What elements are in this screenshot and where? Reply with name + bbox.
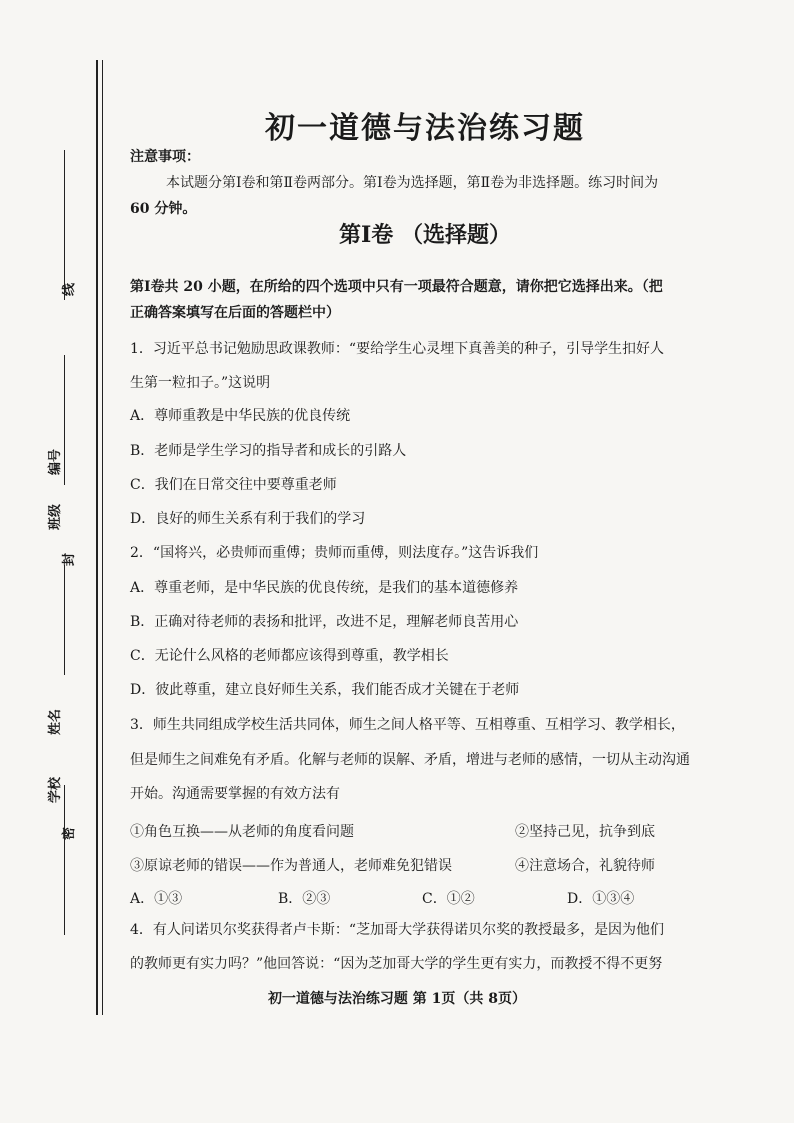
school-label: 学校 xyxy=(48,776,63,803)
q4-stem-2: 的教师更有实力吗？”他回答说：“因为芝加哥大学的学生更有实力，而教授不得不更努 xyxy=(130,956,663,972)
q3-stem-2: 但是师生之间难免有矛盾。化解与老师的误解、矛盾，增进与老师的感情，一切从主动沟通 xyxy=(130,752,690,768)
notice-text-2: 60 分钟。 xyxy=(130,201,197,217)
binding-line-outer xyxy=(96,60,98,1015)
q2-option-d: D．彼此尊重，建立良好师生关系，我们能否成才关键在于老师 xyxy=(130,682,520,698)
q3-statement-2: ②坚持己见，抗争到底 xyxy=(515,824,655,840)
q1-stem-1: 1．习近平总书记勉励思政课教师：“要给学生心灵埋下真善美的种子，引导学生扣好人 xyxy=(130,341,665,357)
q3-statement-3: ③原谅老师的错误——作为普通人，老师难免犯错误 xyxy=(130,858,452,874)
section-intro-1: 第Ⅰ卷共 20 小题，在所给的四个选项中只有一项最符合题意，请你把它选择出来。（把 xyxy=(130,279,663,295)
q4-stem-1: 4．有人问诺贝尔奖获得者卢卡斯：“芝加哥大学获得诺贝尔奖的教授最多，是因为他们 xyxy=(130,922,665,938)
name-label: 姓名 xyxy=(48,708,63,735)
q3-stem-3: 开始。沟通需要掌握的有效方法有 xyxy=(130,786,340,802)
q3-option-c: C．①② xyxy=(422,891,475,907)
class-underline xyxy=(64,355,65,485)
q3-option-a: A．①③ xyxy=(130,891,183,907)
q1-option-d: D．良好的师生关系有利于我们的学习 xyxy=(130,511,366,527)
name-underline xyxy=(64,565,65,675)
mark-seal: 封 xyxy=(62,552,77,566)
mark-line: 线 xyxy=(62,282,77,296)
number-label: 编号 xyxy=(48,448,63,475)
q3-statement-1: ①角色互换——从老师的角度看问题 xyxy=(130,824,354,840)
number-underline xyxy=(64,150,65,300)
q1-option-b: B．老师是学生学习的指导者和成长的引路人 xyxy=(130,443,407,459)
notice-label: 注意事项： xyxy=(130,149,200,165)
q2-stem: 2．“国将兴，必贵师而重傅；贵师而重傅，则法度存。”这告诉我们 xyxy=(130,545,539,561)
q3-option-d: D．①③④ xyxy=(567,891,635,907)
class-label: 班级 xyxy=(48,503,63,530)
notice-text-1: 本试题分第Ⅰ卷和第Ⅱ卷两部分。第Ⅰ卷为选择题，第Ⅱ卷为非选择题。练习时间为 xyxy=(166,175,659,191)
page-footer: 初一道德与法治练习题 第 1页（共 8页） xyxy=(267,991,527,1007)
page-title: 初一道德与法治练习题 xyxy=(265,111,585,146)
school-underline xyxy=(64,785,65,935)
q3-stem-1: 3．师生共同组成学校生活共同体，师生之间人格平等、互相尊重、互相学习、教学相长， xyxy=(130,717,685,733)
q2-option-a: A．尊重老师，是中华民族的优良传统，是我们的基本道德修养 xyxy=(130,580,519,596)
binding-line-inner xyxy=(102,60,103,1015)
q1-option-c: C．我们在日常交往中要尊重老师 xyxy=(130,477,337,493)
q1-stem-2: 生第一粒扣子。”这说明 xyxy=(130,375,271,391)
q3-option-b: B．②③ xyxy=(278,891,331,907)
mark-secret: 密 xyxy=(62,826,77,840)
q3-statement-4: ④注意场合，礼貌待师 xyxy=(515,858,655,874)
section-intro-2: 正确答案填写在后面的答题栏中） xyxy=(130,305,340,321)
q2-option-c: C．无论什么风格的老师都应该得到尊重，教学相长 xyxy=(130,648,449,664)
q1-option-a: A．尊师重教是中华民族的优良传统 xyxy=(130,408,351,424)
q2-option-b: B．正确对待老师的表扬和批评，改进不足，理解老师良苦用心 xyxy=(130,614,519,630)
section-title: 第Ⅰ卷 （选择题） xyxy=(339,222,511,248)
